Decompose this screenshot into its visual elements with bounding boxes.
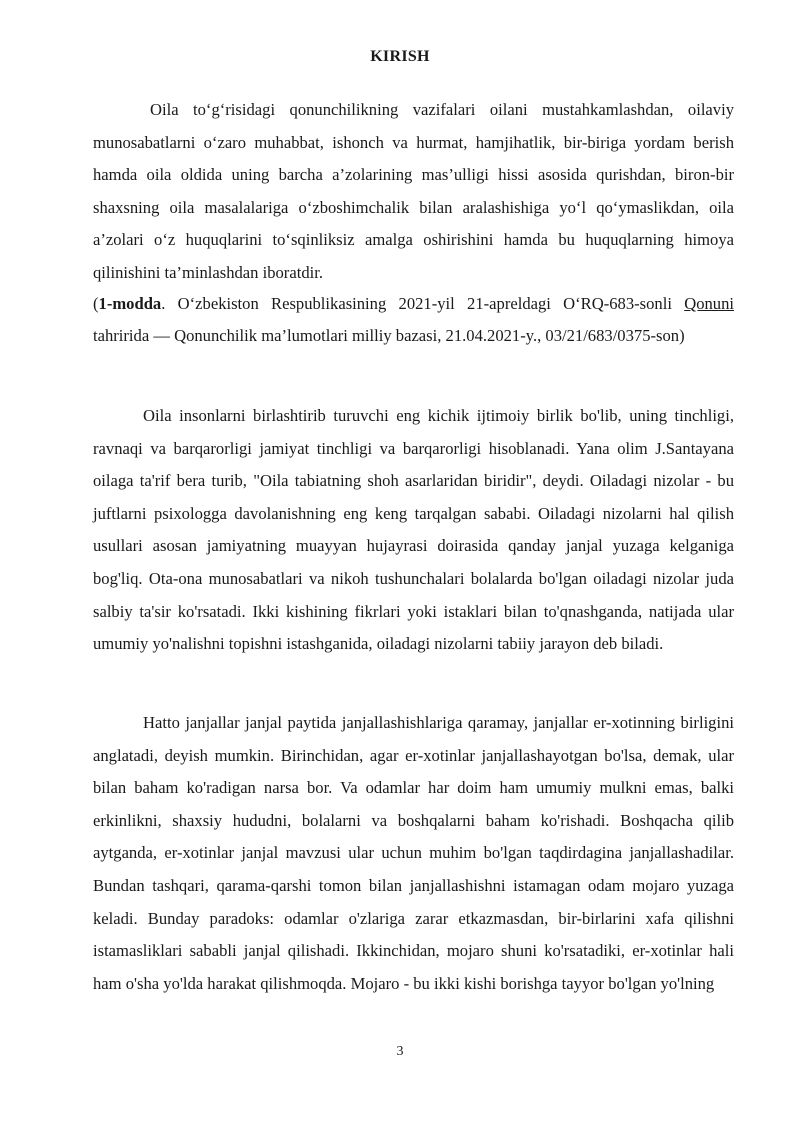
reference-text-b: tahririda — Qonunchilik ma’lumotlari milliy bazasi, 21.04.2021-y., 03/21/683/0375-son) [93,325,685,345]
reference-open-paren: ( [93,294,99,313]
reference-text-a: . O‘zbekiston Respublikasining 2021-yil 21-apreldagi O‘RQ-683-sonli [161,294,685,313]
section-title: KIRISH [370,48,430,65]
paragraph-3: Hatto janjallar janjal paytida janjallashishlariga qaramay, janjallar er-xotinning birligini anglatadi, deyish mumkin. Birinchidan, agar er-xotinlar janjallashayotgan bo'lsa, demak, ular bilan baham ko'radigan narsa bor. Va odamlar har doim ham umumiy mulkni emas, balki erkinlikni, shaxsiy hududni, bolalarni va boshqalarni baham ko'rishadi. Boshqacha qilib aytganda, er-xotinlar janjal mavzusi ular uchun muhim bo'lgan taqdirdagina janjallashadilar. Bundan tashqari, qarama-qarshi tomon bilan janjallashishni istamagan odam mojaro yuzaga keladi. Bunday paradoks: odamlar o'zlariga zarar etkazmasdan, bir-birlarini xafa qilishni istamasliklari sababli janjal qilishadi. Ikkinchidan, mojaro shuni ko'rsatadiki, er-xotinlar hali ham o'sha yo'lda harakat qilishmoqda. Mojaro - bu ikki kishi borishga tayyor bo'lgan yo'lning [93,713,734,993]
paragraph-1: Oila to‘g‘risidagi qonunchilikning vazifalari oilani mustahkamlashdan, oilaviy munosabatlarni o‘zaro muhabbat, ishonch va hurmat, hamjihatlik, bir-biriga yordam berish hamda oila oldida uning barcha a’zolarining mas’ulligi hissi asosida qurishdan, biron-bir shaxsning oila masalalariga o‘zboshimchalik bilan aralashishiga yo‘l qo‘ymaslikdan, oila a’zolari o‘z huquqlarini to‘sqinliksiz amalga oshirishini hamda bu huquqlarning himoya qilinishini ta’minlashdan iboratdir. [93,100,734,282]
page-number: 3 [396,1044,404,1059]
legal-reference [93,288,734,351]
paragraph-2: Oila insonlarni birlashtirib turuvchi eng kichik ijtimoiy birlik bo'lib, uning tinchligi, ravnaqi va barqarorligi jamiyat tinchligi va barqarorligi hisoblanadi. Yana olim J.Santayana oilaga ta'rif bera turib, "Oila tabiatning shoh asarlaridan biridir", deydi. Oiladagi nizolar - bu juftlarni psixologga davolanishning eng keng tarqalgan sababi. Oiladagi nizolarni hal qilish usullari asosan jamiyatning muayyan hujayrasi doirasida qanday janjal yuzaga kelganiga bog'liq. Ota-ona munosabatlari va nikoh tushunchalari bolalarda bo'lgan oiladagi nizolar juda salbiy ta'sir ko'rsatadi. Ikki kishining fikrlari yoki istaklari bilan to'qnashganda, natijada ular umumiy yo'nalishni topishni istashganida, oiladagi nizolarni tabiiy jarayon deb biladi. [93,406,734,654]
law-link[interactable]: Qonuni [684,294,734,313]
article-label: 1-modda [98,294,162,313]
